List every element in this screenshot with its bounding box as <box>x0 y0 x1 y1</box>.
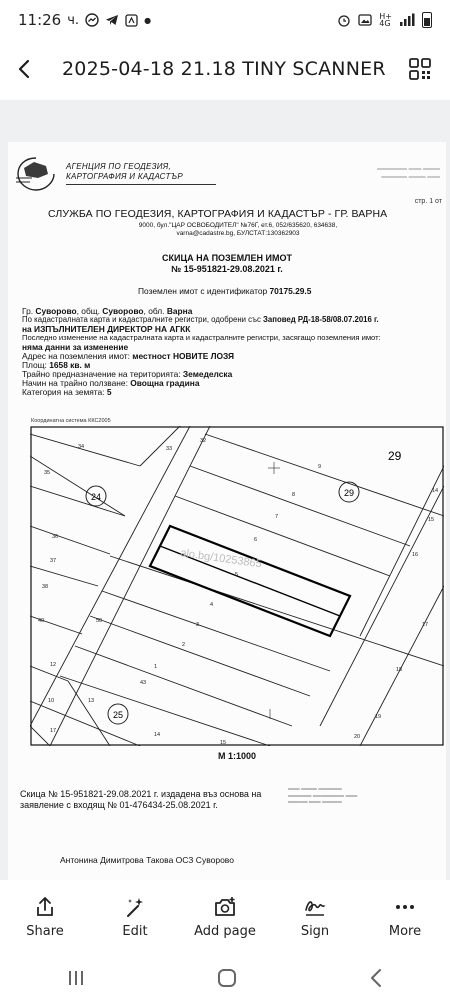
sketch-number: № 15-951821-29.08.2021 г. <box>171 264 283 274</box>
svg-text:6: 6 <box>254 537 258 543</box>
alarm-icon <box>337 13 351 27</box>
svg-text:32: 32 <box>200 438 207 444</box>
last-change-text: Последно изменение на кадастралната карта и кадастралните регистри, засягащо поземления имот: <box>22 333 381 342</box>
status-bar <box>0 0 450 40</box>
svg-text:15: 15 <box>428 517 435 523</box>
signature-icon <box>304 896 326 918</box>
footer-stamp: ═══ ════ ══════ ══════ ════════ ═══ ═════ ═══ ═════ <box>288 787 358 806</box>
svg-text:20: 20 <box>354 734 361 740</box>
region-prefix: , обл. <box>143 306 165 316</box>
edit-label: Edit <box>122 924 148 939</box>
signal-icon <box>399 13 415 27</box>
bottom-toolbar <box>0 880 450 955</box>
footer-line-2: заявление с входящ № 01-476434-25.08.2021 г. <box>20 800 218 810</box>
watermark: alo.bg/10253865 <box>179 547 263 571</box>
sign-label: Sign <box>300 924 330 939</box>
svg-text:13: 13 <box>88 698 95 704</box>
footer-line-1: Скица № 15-951821-29.08.2021 г. издадена въз основа на <box>20 789 262 799</box>
header-stamp: ═══════ ═══ ════ ══════ ════ ═══ <box>377 167 440 181</box>
wifi-signal-icon <box>125 14 138 27</box>
last-change-value: няма данни за изменение <box>22 342 129 352</box>
svg-text:15: 15 <box>220 740 227 746</box>
address-line-2: varna@cadastre.bg, БУЛСТАТ:130362903 <box>176 230 300 237</box>
coordinate-system: Координатна система ККС2005 <box>31 418 111 424</box>
svg-text:7: 7 <box>275 514 279 520</box>
agency-name <box>66 162 216 185</box>
location-prefix: Гр. <box>22 306 34 316</box>
system-nav-bar <box>0 955 450 1000</box>
svg-text:2: 2 <box>182 642 186 648</box>
approval-text: По кадастралната карта и кадастралните регистри, одобрени със <box>22 315 261 324</box>
svg-text:50: 50 <box>96 618 103 624</box>
municipality-prefix: , общ. <box>76 306 100 316</box>
svg-text:12: 12 <box>50 662 57 668</box>
service-title: СЛУЖБА ПО ГЕОДЕЗИЯ, КАРТОГРАФИЯ И КАДАСТЪР - ГР. ВАРНА <box>48 208 388 220</box>
magic-edit-icon <box>124 896 146 918</box>
address-label: Адрес на поземления имот: <box>22 351 130 361</box>
page-label: стр. 1 от <box>414 198 442 205</box>
hd-voice-icon: H+ 4G <box>379 12 392 28</box>
svg-text:18: 18 <box>396 667 403 673</box>
back-arrow-icon <box>14 58 36 80</box>
approval-line <box>22 315 379 324</box>
property-id: 70175.29.5 <box>269 286 312 296</box>
svg-text:5: 5 <box>235 572 239 578</box>
property-label: Поземлен имот с идентификатор <box>138 286 268 296</box>
purpose-value: Земеделска <box>182 369 233 379</box>
order: Заповед РД-18-58/08.07.2016 г. <box>263 315 379 324</box>
messenger-icon: ч. <box>67 12 80 28</box>
telegram-icon <box>105 13 119 27</box>
area-label: Площ: <box>22 360 47 370</box>
agency-line-1: АГЕНЦИЯ ПО ГЕОДЕЗИЯ, <box>66 162 172 171</box>
svg-text:8: 8 <box>292 492 296 498</box>
back-button[interactable] <box>0 44 50 94</box>
usage-value: Овощна градина <box>130 378 200 388</box>
category-value: 5 <box>106 387 112 397</box>
svg-text:1: 1 <box>154 664 158 670</box>
recent-apps-icon[interactable] <box>66 969 86 987</box>
map-scale: М 1:1000 <box>218 751 257 761</box>
document-title: 2025-04-18 21.18 TINY SCANNER <box>62 58 386 80</box>
svg-text:3: 3 <box>196 622 200 628</box>
status-left-icons <box>67 13 151 28</box>
signer: Антонина Димитрова Такова ОСЗ Суворово <box>60 855 234 865</box>
circle-label: 25 <box>112 710 124 720</box>
scanned-page <box>8 142 446 942</box>
svg-text:17: 17 <box>50 728 57 734</box>
service-address <box>118 222 358 238</box>
messenger-icon <box>85 13 99 27</box>
category-line <box>22 387 112 397</box>
more-label: More <box>388 924 422 939</box>
svg-text:10: 10 <box>48 698 55 704</box>
status-right-icons <box>337 12 432 28</box>
map-top-number: 29 <box>388 449 402 463</box>
area-value: 1658 кв. м <box>49 360 91 370</box>
purpose-label: Трайно предназначение на територията: <box>22 369 181 379</box>
edit-button[interactable] <box>90 880 180 955</box>
battery-icon <box>422 12 432 28</box>
svg-text:43: 43 <box>140 680 147 686</box>
cadastral-map <box>30 426 444 746</box>
property-id-line <box>138 286 311 296</box>
share-icon <box>34 896 56 918</box>
municipality: Суворово <box>102 306 144 316</box>
svg-text:33: 33 <box>166 446 173 452</box>
address-value: местност НОВИТЕ ЛОЗЯ <box>132 351 235 361</box>
town: Суворово <box>35 306 77 316</box>
usage-label: Начин на трайно ползване: <box>22 378 128 388</box>
dot-icon: ● <box>144 15 152 25</box>
agency-logo-icon <box>12 154 60 194</box>
svg-text:14: 14 <box>432 488 439 494</box>
svg-text:35: 35 <box>44 470 51 476</box>
svg-text:4: 4 <box>210 602 214 608</box>
more-dots-icon <box>394 896 416 918</box>
more-button[interactable] <box>360 880 450 955</box>
svg-text:40: 40 <box>38 618 45 624</box>
region: Варна <box>166 306 193 316</box>
add-page-label: Add page <box>194 924 256 939</box>
add-page-button[interactable] <box>180 880 270 955</box>
agency-line-2: КАРТОГРАФИЯ И КАДАСТЪР <box>66 172 216 185</box>
svg-text:17: 17 <box>422 622 429 628</box>
svg-text:16: 16 <box>412 552 419 558</box>
share-button[interactable] <box>0 880 90 955</box>
svg-text:36: 36 <box>52 534 59 540</box>
footer-issued <box>20 789 270 811</box>
status-time: 11:26 <box>18 11 62 29</box>
share-label: Share <box>26 924 64 939</box>
qr-grid-icon[interactable] <box>408 57 432 81</box>
svg-text:14: 14 <box>154 732 161 738</box>
back-nav-icon[interactable] <box>368 968 384 988</box>
category-label: Категория на земята: <box>22 387 105 397</box>
svg-text:37: 37 <box>50 558 57 564</box>
image-icon <box>358 13 372 27</box>
svg-text:38: 38 <box>42 584 49 590</box>
svg-text:34: 34 <box>78 444 85 450</box>
svg-text:9: 9 <box>318 464 322 470</box>
director: на ИЗПЪЛНИТЕЛЕН ДИРЕКТОР НА АГКК <box>22 324 191 334</box>
parcel-circles <box>86 482 359 724</box>
sketch-title: СКИЦА НА ПОЗЕМЛЕН ИМОТ <box>162 253 292 263</box>
address-line-1: 9000, бул."ЦАР ОСВОБОДИТЕЛ" №76Г, ет.6, 052/635620, 634638, <box>138 222 338 229</box>
app-bar <box>0 44 450 94</box>
circle-label: 24 <box>90 492 102 502</box>
home-icon[interactable] <box>217 968 237 988</box>
document-viewer[interactable] <box>0 100 450 880</box>
sign-button[interactable] <box>270 880 360 955</box>
circle-label: 29 <box>343 488 355 498</box>
add-photo-icon <box>214 896 236 918</box>
svg-text:19: 19 <box>375 714 382 720</box>
